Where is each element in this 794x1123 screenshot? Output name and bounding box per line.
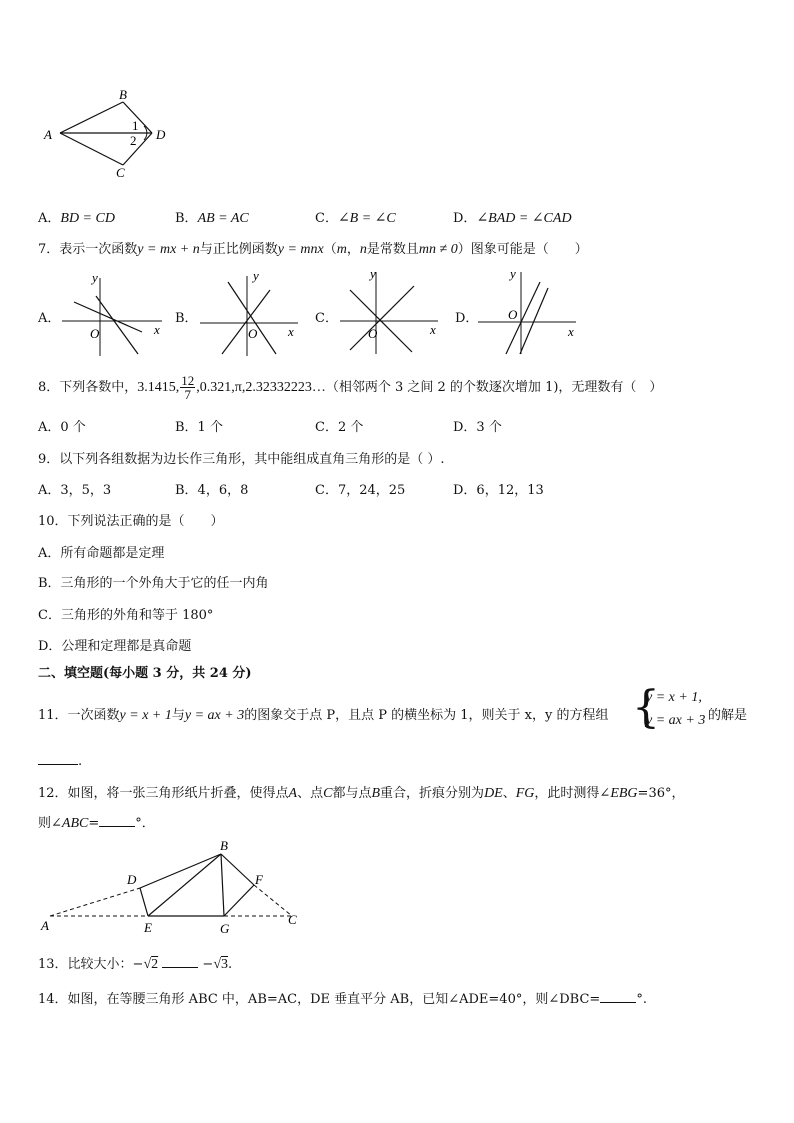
kite-figure [40,85,180,185]
q6-option-c[interactable]: C．∠B = ∠C [315,211,396,226]
q12-answer-blank[interactable] [99,814,135,827]
q11-tail: 的解是 [708,708,748,723]
section-2-title: 二、填空题(每小题 3 分，共 24 分) [38,666,252,681]
q9-options [38,479,758,499]
q7-option-d-label[interactable]: D． [455,311,479,326]
q7-option-c-label[interactable]: C． [315,311,338,326]
kite-label-d: D [156,127,166,142]
q6-option-d[interactable]: D．∠BAD = ∠CAD [453,211,572,226]
q12-fig-d: D [127,872,137,887]
q12-fig-g: G [220,921,230,936]
q7a-y: y [92,270,98,285]
q12-fold-figure [38,838,308,938]
q8-fraction: $\frac{12}{7}$ [181,373,195,402]
q7c-y: y [370,266,376,281]
q12-fig-a: A [41,918,49,933]
kite-label-1: 1 [132,118,139,133]
q14-answer-blank[interactable] [600,990,636,1003]
q8-stem: 8．下列各数中，3.1415, $\frac{12}{7}$ ,0.321,π,2.32332223…（相邻两个 3 之间 2 的个数逐次增加 1)，无理数有（ ） [38,373,663,402]
kite-label-c: C [116,165,125,180]
q7c-o: O [368,326,378,341]
q11-answer: . [38,752,82,769]
q7b-y: y [253,268,259,283]
q8-option-a[interactable]: A．0 个 [38,420,86,435]
q7-option-a-label[interactable]: A． [38,311,61,326]
q13-answer-blank[interactable] [162,955,198,968]
q9-option-a[interactable]: A．3，5，3 [38,483,112,498]
q6-options [38,207,758,227]
q7d-y: y [510,266,516,281]
q7-stem: 7．表示一次函数y = mx + n与正比例函数y = mnx（m，n是常数且mn ≠ 0）图象可能是（ ） [38,242,588,257]
q12-fig-e: E [144,920,152,935]
q9-option-b[interactable]: B．4，6，8 [175,483,249,498]
q7-graph-c[interactable] [338,264,448,356]
q6-option-a[interactable]: A．BD = CD [38,211,115,226]
q7d-x: x [568,324,574,339]
q11-stem: 11．一次函数y = x + 1与y = ax + 3的图象交于点 P，且点 P 的横坐标为 1，则关于 x，y 的方程组 [38,708,609,723]
q10-stem: 10．下列说法正确的是（ ） [38,514,224,529]
q8-option-d[interactable]: D．3 个 [453,420,502,435]
q10-option-b[interactable]: B．三角形的一个外角大于它的任一内角 [38,576,269,591]
q12-fig-c: C [288,912,297,927]
q11-system-brace: { [632,682,660,733]
kite-label-a: A [44,127,52,142]
q8-option-c[interactable]: C．2 个 [315,420,364,435]
q9-option-d[interactable]: D．6，12，13 [453,483,544,498]
q7b-o: O [248,326,258,341]
q7d-o: O [508,307,518,322]
q7-graph-d[interactable] [478,264,588,356]
q7a-o: O [90,326,100,341]
q7-option-b-label[interactable]: B． [175,311,198,326]
q7-graph-b[interactable] [198,268,308,358]
q7-graph-a[interactable] [62,268,172,358]
q10-option-c[interactable]: C．三角形的外角和等于 180° [38,608,214,623]
q12-fig-f: F [255,872,263,887]
q10-option-a[interactable]: A．所有命题都是定理 [38,546,165,561]
kite-label-b: B [119,87,127,102]
q11-system-eq2: y = ax + 3 [646,713,706,728]
q9-stem: 9．以下列各组数据为边长作三角形，其中能组成直角三角形的是（ ）. [38,452,445,467]
q14-stem: 14．如图，在等腰三角形 ABC 中，AB=AC，DE 垂直平分 AB，已知∠ADE=40°，则∠DBC= °. [38,992,647,1007]
q9-option-c[interactable]: C．7，24，25 [315,483,406,498]
q12-stem-line2: 则∠ABC= °． [38,816,155,831]
q13-stem: 13．比较大小：−√2 −√3. [38,957,233,972]
q7c-x: x [430,322,436,337]
q11-answer-blank[interactable] [38,752,78,765]
q11-system-eq1: y = x + 1, [646,690,702,705]
q12-fig-b: B [220,838,228,853]
q6-option-b[interactable]: B．AB = AC [175,211,249,226]
q12-stem-line1: 12．如图，将一张三角形纸片折叠，使得点A、点C都与点B重合，折痕分别为DE、FG，此时测得∠EBG=36°， [38,786,685,801]
q10-option-d[interactable]: D．公理和定理都是真命题 [38,639,192,654]
q7a-x: x [154,322,160,337]
q7b-x: x [288,324,294,339]
q8-options [38,416,758,436]
kite-label-2: 2 [130,133,137,148]
q8-option-b[interactable]: B．1 个 [175,420,223,435]
